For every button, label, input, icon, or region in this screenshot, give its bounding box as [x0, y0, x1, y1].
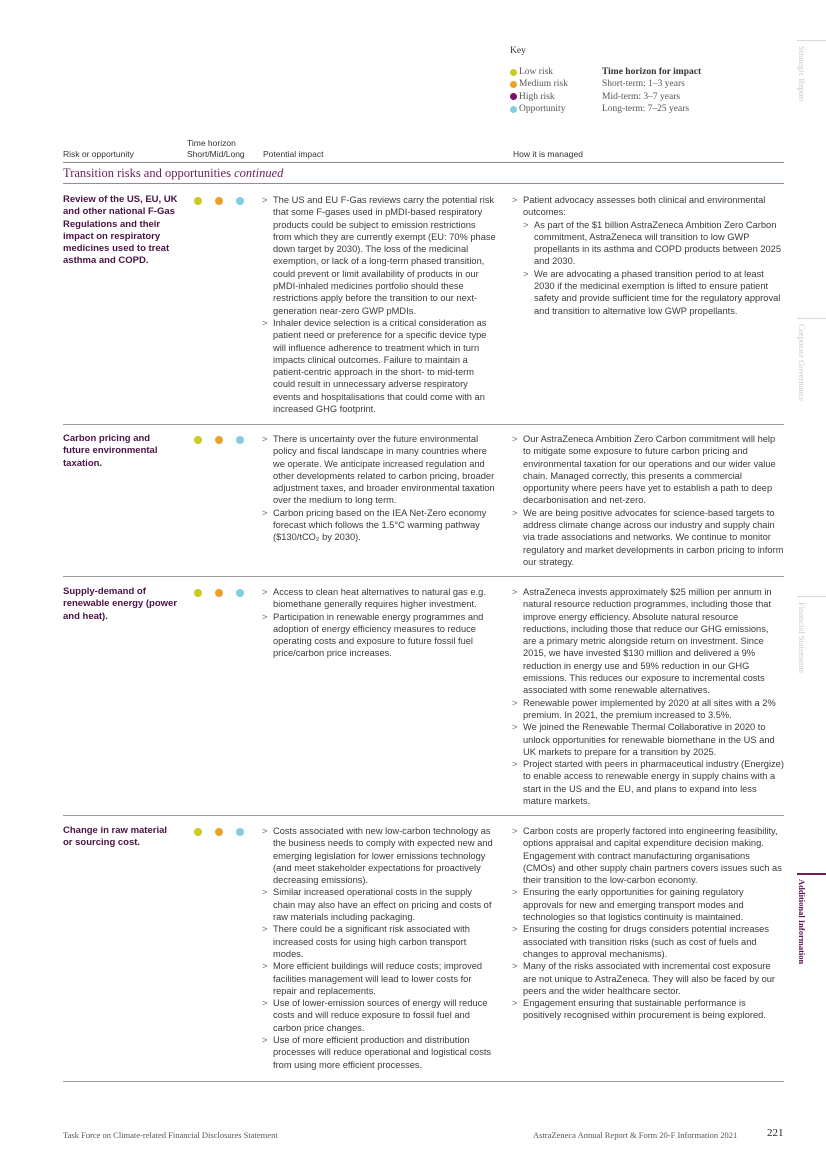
col-head-time-horizon-line2: Short/Mid/Long	[187, 149, 245, 159]
short-term-label: Short-term: 1–3 years	[602, 79, 685, 90]
impact-bullet: > There could be a significant risk associated with increased costs for using high carbon transport modes.	[262, 924, 470, 959]
key-medium-label: Medium risk	[519, 79, 568, 90]
time-horizon-dots	[194, 436, 254, 444]
managed-bullet: > Carbon costs are properly factored into engineering feasibility, options appraisal and capital expenditure decision making. Engagement with contract manufacturing organisations (CMOs) and other supply chain partners covers issues such as their transition to the low-carbon economy.	[512, 826, 782, 886]
impact-bullet: > More efficient buildings will reduce costs; improved facilities management will lead to lower costs for repair and replacements.	[262, 961, 483, 996]
side-nav-rule	[797, 40, 826, 41]
impact-bullet: > There is uncertainty over the future environmental policy and fiscal landscape in many countries where we operate. We anticipate increased regulation and other developments related to carbon pricing, broader adjustment taxes, and broader environmental taxation over the medium to long term.	[262, 434, 495, 506]
side-nav-label-active: Additional Information	[797, 879, 807, 965]
short-term-dot-icon	[194, 197, 202, 205]
impact-bullet: > Participation in renewable energy programmes and adoption of energy efficiency measures to reduce operating costs and exposure to future fossil fuel price/carbon price increases.	[262, 611, 484, 659]
impact-bullet: > Costs associated with new low-carbon technology as the business needs to comply with expected new and emerging legislation for lower emissions technology (and meet stakeholder expectations for proactively decreasing emissions).	[262, 826, 493, 886]
row-divider	[63, 1081, 784, 1082]
managed-bullet: > Ensuring the costing for drugs considers potential increases associated with transition risks (such as cost of fuels and changes to approval mechanisms).	[512, 924, 769, 959]
potential-impact	[262, 586, 496, 660]
risk-title: Supply-demand of renewable energy (power and heat).	[63, 586, 178, 622]
key-legend	[510, 46, 750, 115]
managed-bullet: > Project started with peers in pharmaceutical industry (Energize) to enable access to renewable energy in supply chains with a start in the US and the EU, and plans to expand into less mature markets.	[512, 759, 784, 807]
how-managed	[512, 433, 784, 568]
how-managed	[512, 825, 784, 1022]
long-term-dot-icon	[236, 197, 244, 205]
managed-bullet: > Engagement ensuring that sustainable performance is positively recognised within procurement is being explored.	[512, 998, 766, 1021]
how-managed	[512, 194, 784, 317]
key-low-label: Low risk	[519, 67, 554, 77]
key-item-low	[510, 66, 602, 78]
managed-bullet: > We are being positive advocates for science-based targets to address climate change across our industry and supply chain via trade associations and networks. We continue to monitor regulatory and market developments in carbon pricing to inform our strategy.	[512, 507, 784, 567]
managed-bullet: > Many of the risks associated with incremental cost exposure are not unique to AstraZeneca. They will also be faced by our peers and the wider healthcare sector.	[512, 961, 776, 996]
section-title	[63, 166, 283, 181]
medium-risk-dot-icon	[510, 81, 517, 88]
col-head-time-horizon	[187, 138, 245, 160]
page-number: 221	[767, 1127, 784, 1139]
managed-bullet: > Patient advocacy assesses both clinical and environmental outcomes:	[512, 195, 766, 218]
section-title-continued: continued	[234, 166, 284, 180]
side-nav-rule-active	[797, 873, 826, 875]
impact-bullet: > Inhaler device selection is a critical consideration as patient need or preference for a specific device type will influence adherence to treatment which in turn impacts clinical outcomes. Failure to maintain a patient-centric approach in the short- to mid-term could result in unnecessary adverse respiratory events and hospitalisations that could come with an increased GHG footprint.	[262, 317, 487, 415]
potential-impact	[262, 433, 496, 544]
impact-bullet: > Use of more efficient production and distribution processes will reduce operational and logistical costs from using more efficient processes.	[262, 1035, 492, 1070]
opportunity-dot-icon	[510, 106, 517, 113]
potential-impact	[262, 194, 496, 415]
managed-bullet: > Our AstraZeneca Ambition Zero Carbon commitment will help to mitigate some exposure to future carbon pricing and environmental taxation for our operations and our wider value chain. Managed correctly, this presents a commercial opportunity where peers have yet to establish a path to deep decarbonisation and net-zero.	[512, 434, 776, 506]
key-item-high	[510, 91, 602, 103]
row-divider	[63, 815, 784, 816]
time-horizon-title: Time horizon for impact	[602, 67, 702, 77]
short-term-dot-icon	[194, 828, 202, 836]
impact-bullet: > Carbon pricing based on the IEA Net-Zero economy forecast which follows the 1.5°C warming pathway ($130/tCO₂ by 2030).	[262, 507, 487, 543]
mid-term-dot-icon	[215, 436, 223, 444]
key-high-label: High risk	[519, 91, 555, 102]
time-horizon-dots	[194, 828, 254, 836]
footer-section-title: Task Force on Climate-related Financial Disclosures Statement	[63, 1130, 278, 1140]
risk-title: Change in raw material or sourcing cost.	[63, 825, 168, 849]
section-title-text: Transition risks and opportunities	[63, 166, 231, 180]
managed-bullet: > AstraZeneca invests approximately $25 million per annum in natural resource reduction programmes, including those that improve energy efficiency. Absolute natural resource reductions, including those that reduce our GHG emissions, are a primary metric alongside return on investment. Since 2015, we have invested $130 million and delivered a 9% reduction in energy use and 59% reduction in our GHG emissions. This reduces our exposure to incremental costs associated with some renewable alternatives.	[512, 587, 772, 696]
short-term-dot-icon	[194, 436, 202, 444]
how-managed	[512, 586, 784, 807]
long-term-dot-icon	[236, 436, 244, 444]
managed-sub-bullet: > As part of the $1 billion AstraZeneca Ambition Zero Carbon commitment, AstraZeneca will transition to low GWP propellants in its asthma and COPD products between 2025 and 2030.	[523, 219, 782, 267]
managed-bullet: > Ensuring the early opportunities for gaining regulatory approvals for new and emerging transport modes and technologies so that logistics continuity is maintained.	[512, 887, 744, 923]
col-head-impact: Potential impact	[263, 149, 324, 159]
impact-bullet: > The US and EU F-Gas reviews carry the potential risk that some F-gases used in pMDI-based respiratory products could be subject to emission restrictions from which they are currently exempt (EU: 70% phase down target by 2030). The loss of the medicinal exemption, or lack of a long-term phased transition, could prevent or limit availability of products in our pMDI-inhaled medicines portfolio should these restrictions apply before the transition to our next-generation near-zero GWP pMDIs.	[262, 195, 496, 316]
col-head-risk: Risk or opportunity	[63, 149, 134, 159]
mid-term-dot-icon	[215, 828, 223, 836]
time-horizon-dots	[194, 589, 254, 597]
managed-bullet: > We joined the Renewable Thermal Collaborative in 2020 to unlock opportunities for renewable biomethane in the US and UK markets to prepare for a transition by 2025.	[512, 722, 775, 757]
high-risk-dot-icon	[510, 93, 517, 100]
impact-bullet: > Use of lower-emission sources of energy will reduce costs and will reduce exposure to fossil fuel and carbon price changes.	[262, 998, 488, 1033]
potential-impact	[262, 825, 496, 1071]
mid-term-dot-icon	[215, 197, 223, 205]
mid-term-label: Mid-term: 3–7 years	[602, 91, 681, 102]
time-horizon-dots	[194, 197, 254, 205]
low-risk-dot-icon	[510, 69, 517, 76]
section-divider	[63, 183, 784, 184]
side-nav-label: Financial Statements	[797, 602, 807, 674]
col-head-time-horizon-line1: Time horizon	[187, 138, 236, 148]
impact-bullet: > Similar increased operational costs in the supply chain may also have an effect on pricing and costs of raw materials including packaging.	[262, 887, 492, 923]
header-divider	[63, 162, 784, 163]
risk-title: Review of the US, EU, UK and other national F-Gas Regulations and their impact on respiratory medicines used to treat asthma and COPD.	[63, 194, 178, 267]
short-term-dot-icon	[194, 589, 202, 597]
risk-title: Carbon pricing and future environmental taxation.	[63, 433, 158, 469]
long-term-dot-icon	[236, 828, 244, 836]
long-term-label: Long-term: 7–25 years	[602, 103, 690, 114]
side-nav-rule	[797, 596, 826, 597]
row-divider	[63, 424, 784, 425]
side-nav-label: Strategic Report	[797, 46, 807, 102]
key-item-opportunity	[510, 103, 602, 115]
row-divider	[63, 576, 784, 577]
key-item-medium	[510, 78, 602, 90]
side-nav-label: Corporate Governance	[797, 324, 807, 402]
impact-bullet: > Access to clean heat alternatives to natural gas e.g. biomethane generally requires higher investment.	[262, 587, 486, 610]
managed-bullet: > Renewable power implemented by 2020 at all sites with a 2% premium. In 2021, the premium increased to 3.5%.	[512, 697, 776, 720]
managed-sub-bullet: > We are advocating a phased transition period to at least 2030 if the medicinal exemption is lifted to ensure patient safety and provide sufficient time for the regulatory approval and transition to alternative low GWP propellants.	[523, 268, 781, 316]
side-nav-rule	[797, 318, 826, 319]
footer-report-title: AstraZeneca Annual Report & Form 20-F Information 2021	[533, 1130, 738, 1140]
mid-term-dot-icon	[215, 589, 223, 597]
col-head-managed: How it is managed	[513, 149, 583, 159]
long-term-dot-icon	[236, 589, 244, 597]
key-title: Key	[510, 46, 526, 56]
key-opportunity-label: Opportunity	[519, 103, 566, 114]
